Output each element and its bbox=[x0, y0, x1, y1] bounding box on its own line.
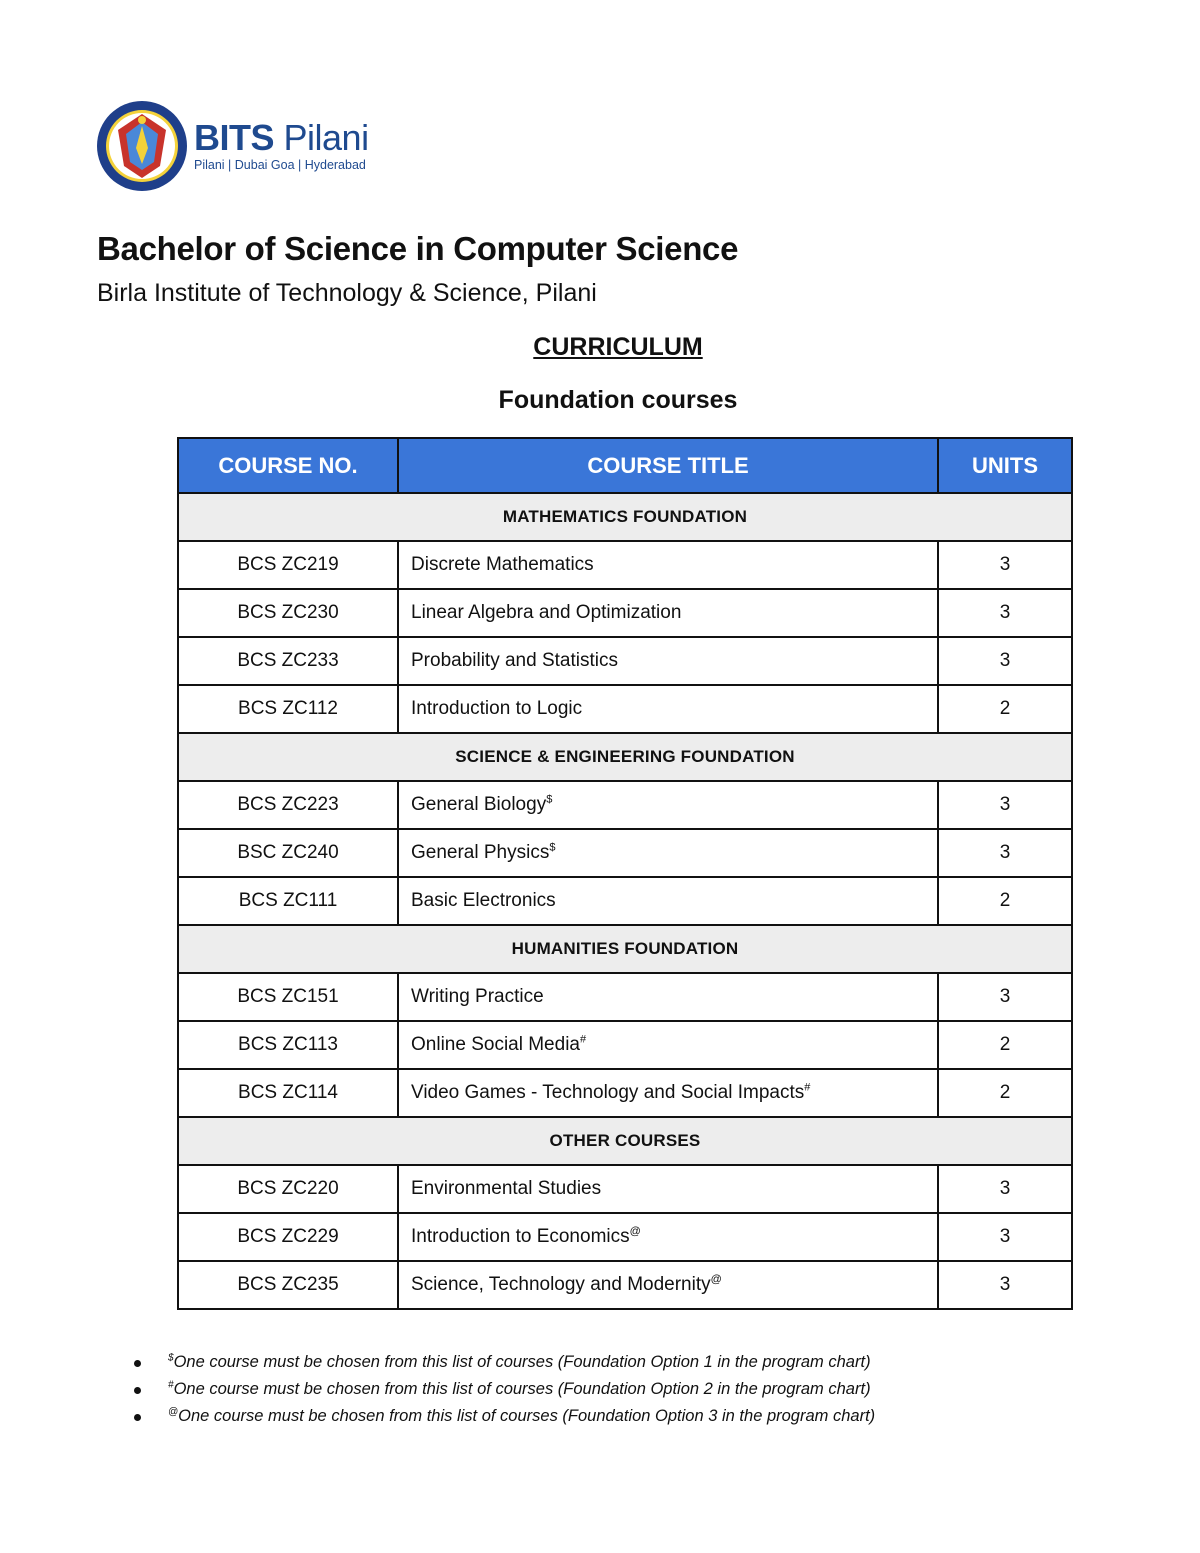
footnote-mark: $ bbox=[168, 1352, 174, 1364]
course-title-cell bbox=[398, 637, 938, 685]
table-row bbox=[178, 973, 1072, 1021]
course-title-cell bbox=[398, 1165, 938, 1213]
footnote-mark: # bbox=[804, 1081, 811, 1094]
table-row bbox=[178, 637, 1072, 685]
course-no: BCS ZC235 bbox=[178, 1261, 398, 1309]
course-title-cell bbox=[398, 781, 938, 829]
footnote-mark: $ bbox=[546, 793, 553, 806]
course-units: 3 bbox=[938, 829, 1072, 877]
brand-light: Pilani bbox=[283, 117, 369, 158]
course-title-cell bbox=[398, 685, 938, 733]
course-title: Basic Electronics bbox=[411, 890, 556, 911]
course-title: General Physics bbox=[411, 842, 550, 863]
section-title: SCIENCE & ENGINEERING FOUNDATION bbox=[178, 733, 1072, 781]
course-title-cell bbox=[398, 1261, 938, 1309]
section-title: OTHER COURSES bbox=[178, 1117, 1072, 1165]
section-title: MATHEMATICS FOUNDATION bbox=[178, 493, 1072, 541]
brand-campuses: Pilani | Dubai Goa | Hyderabad bbox=[194, 158, 366, 172]
course-units: 3 bbox=[938, 1261, 1072, 1309]
footnote-text: One course must be chosen from this list of courses (Foundation Option 3 in the program chart) bbox=[178, 1407, 876, 1425]
bullet-icon bbox=[134, 1387, 141, 1394]
section-row bbox=[178, 733, 1072, 781]
course-no: BCS ZC114 bbox=[178, 1069, 398, 1117]
footnote-text: One course must be chosen from this list of courses (Foundation Option 1 in the program chart) bbox=[173, 1353, 871, 1371]
course-units: 3 bbox=[938, 589, 1072, 637]
course-title: Science, Technology and Modernity bbox=[411, 1274, 711, 1295]
table-row bbox=[178, 589, 1072, 637]
course-no: BCS ZC223 bbox=[178, 781, 398, 829]
course-no: BCS ZC220 bbox=[178, 1165, 398, 1213]
footnote-item bbox=[130, 1403, 875, 1430]
course-units: 3 bbox=[938, 637, 1072, 685]
logo bbox=[96, 100, 369, 192]
course-no: BCS ZC229 bbox=[178, 1213, 398, 1261]
course-title-cell bbox=[398, 1069, 938, 1117]
table-row bbox=[178, 1069, 1072, 1117]
page-subtitle: Birla Institute of Technology & Science, Pilani bbox=[97, 279, 597, 307]
course-no: BCS ZC112 bbox=[178, 685, 398, 733]
course-no: BCS ZC113 bbox=[178, 1021, 398, 1069]
course-title-cell bbox=[398, 877, 938, 925]
course-units: 3 bbox=[938, 1165, 1072, 1213]
course-title: Video Games - Technology and Social Impacts bbox=[411, 1082, 805, 1103]
section-row bbox=[178, 493, 1072, 541]
table-header-row bbox=[178, 438, 1072, 493]
course-units: 2 bbox=[938, 1069, 1072, 1117]
table-row bbox=[178, 541, 1072, 589]
course-title-cell bbox=[398, 973, 938, 1021]
course-no: BCS ZC230 bbox=[178, 589, 398, 637]
course-title: Probability and Statistics bbox=[411, 650, 618, 671]
course-units: 2 bbox=[938, 877, 1072, 925]
bullet-icon bbox=[134, 1414, 141, 1421]
course-title-cell bbox=[398, 1021, 938, 1069]
section-title: HUMANITIES FOUNDATION bbox=[178, 925, 1072, 973]
section-row bbox=[178, 925, 1072, 973]
footnote-text: One course must be chosen from this list of courses (Foundation Option 2 in the program chart) bbox=[173, 1380, 871, 1398]
footnote-mark: $ bbox=[549, 841, 556, 854]
bullet-icon bbox=[134, 1360, 141, 1367]
header-units: UNITS bbox=[938, 438, 1072, 493]
bits-seal-icon bbox=[96, 100, 188, 192]
footnote-mark: @ bbox=[168, 1406, 179, 1418]
header-course-no: COURSE NO. bbox=[178, 438, 398, 493]
course-title: Discrete Mathematics bbox=[411, 554, 594, 575]
brand-bold: BITS bbox=[194, 117, 275, 158]
curriculum-heading: CURRICULUM bbox=[533, 333, 703, 361]
footnote-mark: # bbox=[579, 1033, 587, 1046]
table-row bbox=[178, 1165, 1072, 1213]
course-no: BCS ZC111 bbox=[178, 877, 398, 925]
course-title-cell bbox=[398, 1213, 938, 1261]
footnote-mark: @ bbox=[710, 1273, 722, 1286]
footnote-mark: # bbox=[168, 1379, 174, 1391]
table-row bbox=[178, 829, 1072, 877]
course-units: 3 bbox=[938, 1213, 1072, 1261]
table-row bbox=[178, 1261, 1072, 1309]
footnote-item bbox=[130, 1349, 875, 1376]
course-no: BCS ZC233 bbox=[178, 637, 398, 685]
course-units: 3 bbox=[938, 781, 1072, 829]
course-title: General Biology bbox=[411, 794, 547, 815]
course-title: Introduction to Logic bbox=[411, 698, 583, 719]
course-units: 2 bbox=[938, 1021, 1072, 1069]
foundation-heading: Foundation courses bbox=[498, 386, 738, 414]
course-no: BCS ZC219 bbox=[178, 541, 398, 589]
course-title-cell bbox=[398, 589, 938, 637]
course-title: Online Social Media bbox=[411, 1034, 580, 1055]
course-title: Linear Algebra and Optimization bbox=[411, 602, 682, 623]
table-row bbox=[178, 877, 1072, 925]
table-row bbox=[178, 1021, 1072, 1069]
footnote-mark: @ bbox=[629, 1225, 641, 1238]
header-course-title: COURSE TITLE bbox=[398, 438, 938, 493]
course-title-cell bbox=[398, 541, 938, 589]
course-units: 3 bbox=[938, 973, 1072, 1021]
course-title: Writing Practice bbox=[411, 986, 544, 1007]
course-units: 2 bbox=[938, 685, 1072, 733]
curriculum-table bbox=[177, 437, 1073, 1310]
brand-name bbox=[194, 117, 369, 158]
footnote-item bbox=[130, 1376, 875, 1403]
table-row bbox=[178, 781, 1072, 829]
table-body bbox=[178, 493, 1072, 1309]
course-no: BSC ZC240 bbox=[178, 829, 398, 877]
course-no: BCS ZC151 bbox=[178, 973, 398, 1021]
page-title: Bachelor of Science in Computer Science bbox=[97, 230, 739, 267]
course-title-cell bbox=[398, 829, 938, 877]
table-row bbox=[178, 685, 1072, 733]
course-title: Introduction to Economics bbox=[411, 1226, 630, 1247]
course-units: 3 bbox=[938, 541, 1072, 589]
footnotes bbox=[130, 1349, 875, 1430]
course-title: Environmental Studies bbox=[411, 1178, 602, 1199]
section-row bbox=[178, 1117, 1072, 1165]
table-row bbox=[178, 1213, 1072, 1261]
